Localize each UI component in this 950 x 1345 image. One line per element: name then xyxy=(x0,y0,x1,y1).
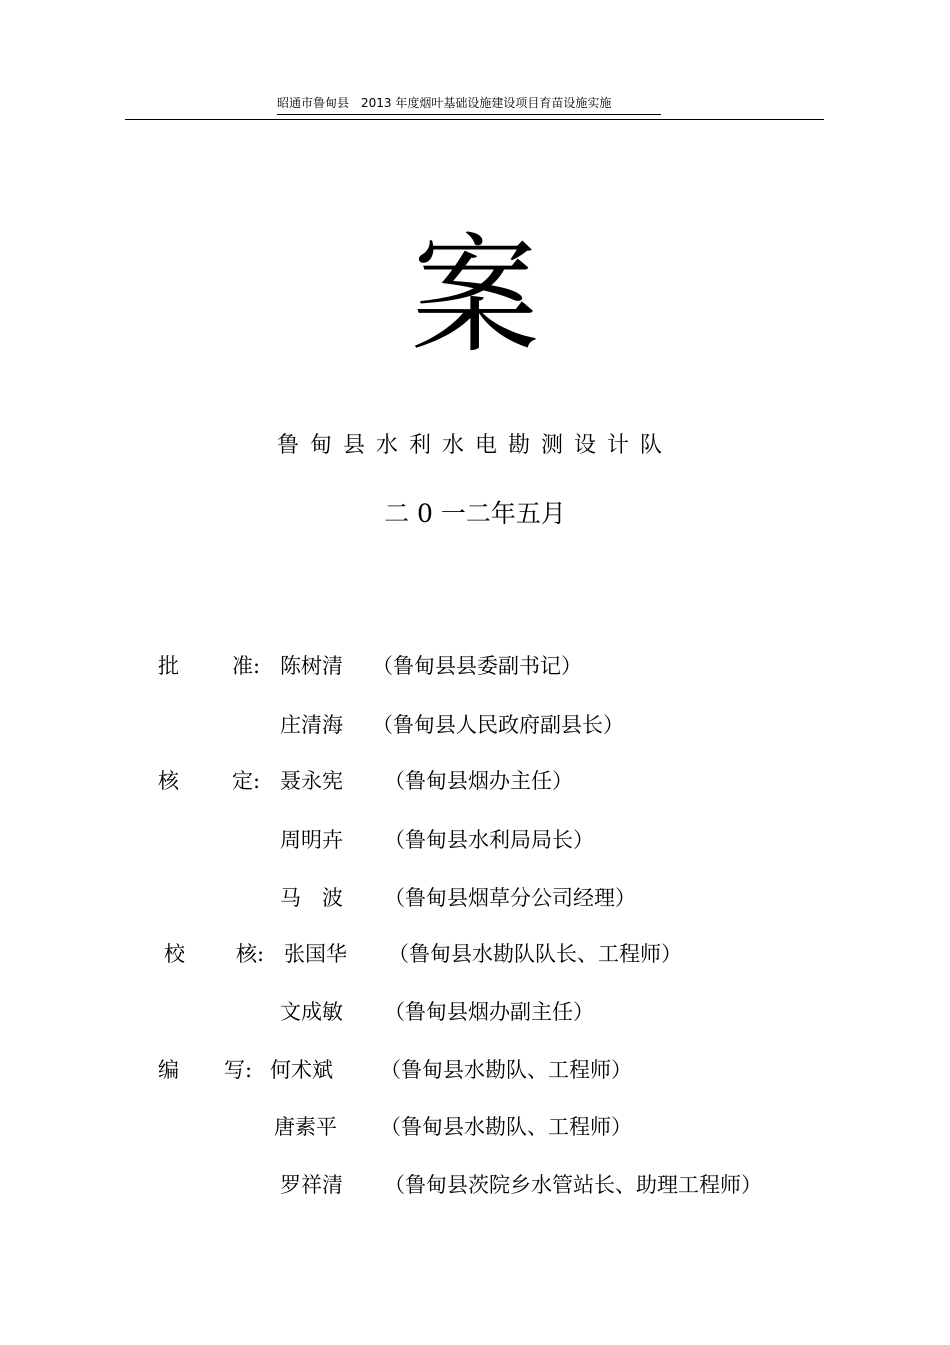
role-label-first: 编 xyxy=(158,1058,179,1082)
staff-name: 罗祥清 xyxy=(280,1173,343,1197)
staff-name: 周明卉 xyxy=(280,828,343,852)
staff-title: （鲁甸县水勘队、工程师） xyxy=(380,1058,632,1082)
title-character: 案 xyxy=(410,222,539,371)
role-label-first: 核 xyxy=(158,769,179,793)
staff-name: 聂永宪 xyxy=(280,769,343,793)
staff-title: （鲁甸县茨院乡水管站长、助理工程师） xyxy=(384,1173,762,1197)
staff-title: （鲁甸县人民政府副县长） xyxy=(372,713,624,737)
role-label-second: 准: xyxy=(232,654,261,678)
staff-title: （鲁甸县烟办副主任） xyxy=(384,1000,594,1024)
staff-name: 唐素平 xyxy=(274,1115,337,1139)
staff-title: （鲁甸县水勘队队长、工程师） xyxy=(388,942,682,966)
staff-name: 张国华 xyxy=(284,942,347,966)
header-divider xyxy=(125,119,824,120)
role-label-second: 定: xyxy=(232,769,261,793)
staff-title: （鲁甸县烟办主任） xyxy=(384,769,573,793)
role-label-second: 写: xyxy=(224,1058,253,1082)
staff-title: （鲁甸县县委副书记） xyxy=(372,654,582,678)
staff-title: （鲁甸县水利局局长） xyxy=(384,828,594,852)
organization-name: 鲁甸县水利水电勘测设计队 xyxy=(276,433,673,458)
staff-name: 何术斌 xyxy=(270,1058,333,1082)
staff-name: 庄清海 xyxy=(280,713,343,737)
document-date: 二 0 一二年五月 xyxy=(384,499,566,528)
header-title: 昭通市鲁甸县 2013 年度烟叶基础设施建设项目育苗设施实施 xyxy=(277,94,661,115)
staff-name: 文成敏 xyxy=(280,1000,343,1024)
role-label-first: 校 xyxy=(164,942,185,966)
staff-name: 马 波 xyxy=(280,886,343,910)
role-label-first: 批 xyxy=(158,654,179,678)
staff-title: （鲁甸县烟草分公司经理） xyxy=(384,886,636,910)
staff-title: （鲁甸县水勘队、工程师） xyxy=(380,1115,632,1139)
staff-name: 陈树清 xyxy=(280,654,343,678)
role-label-second: 核: xyxy=(236,942,265,966)
